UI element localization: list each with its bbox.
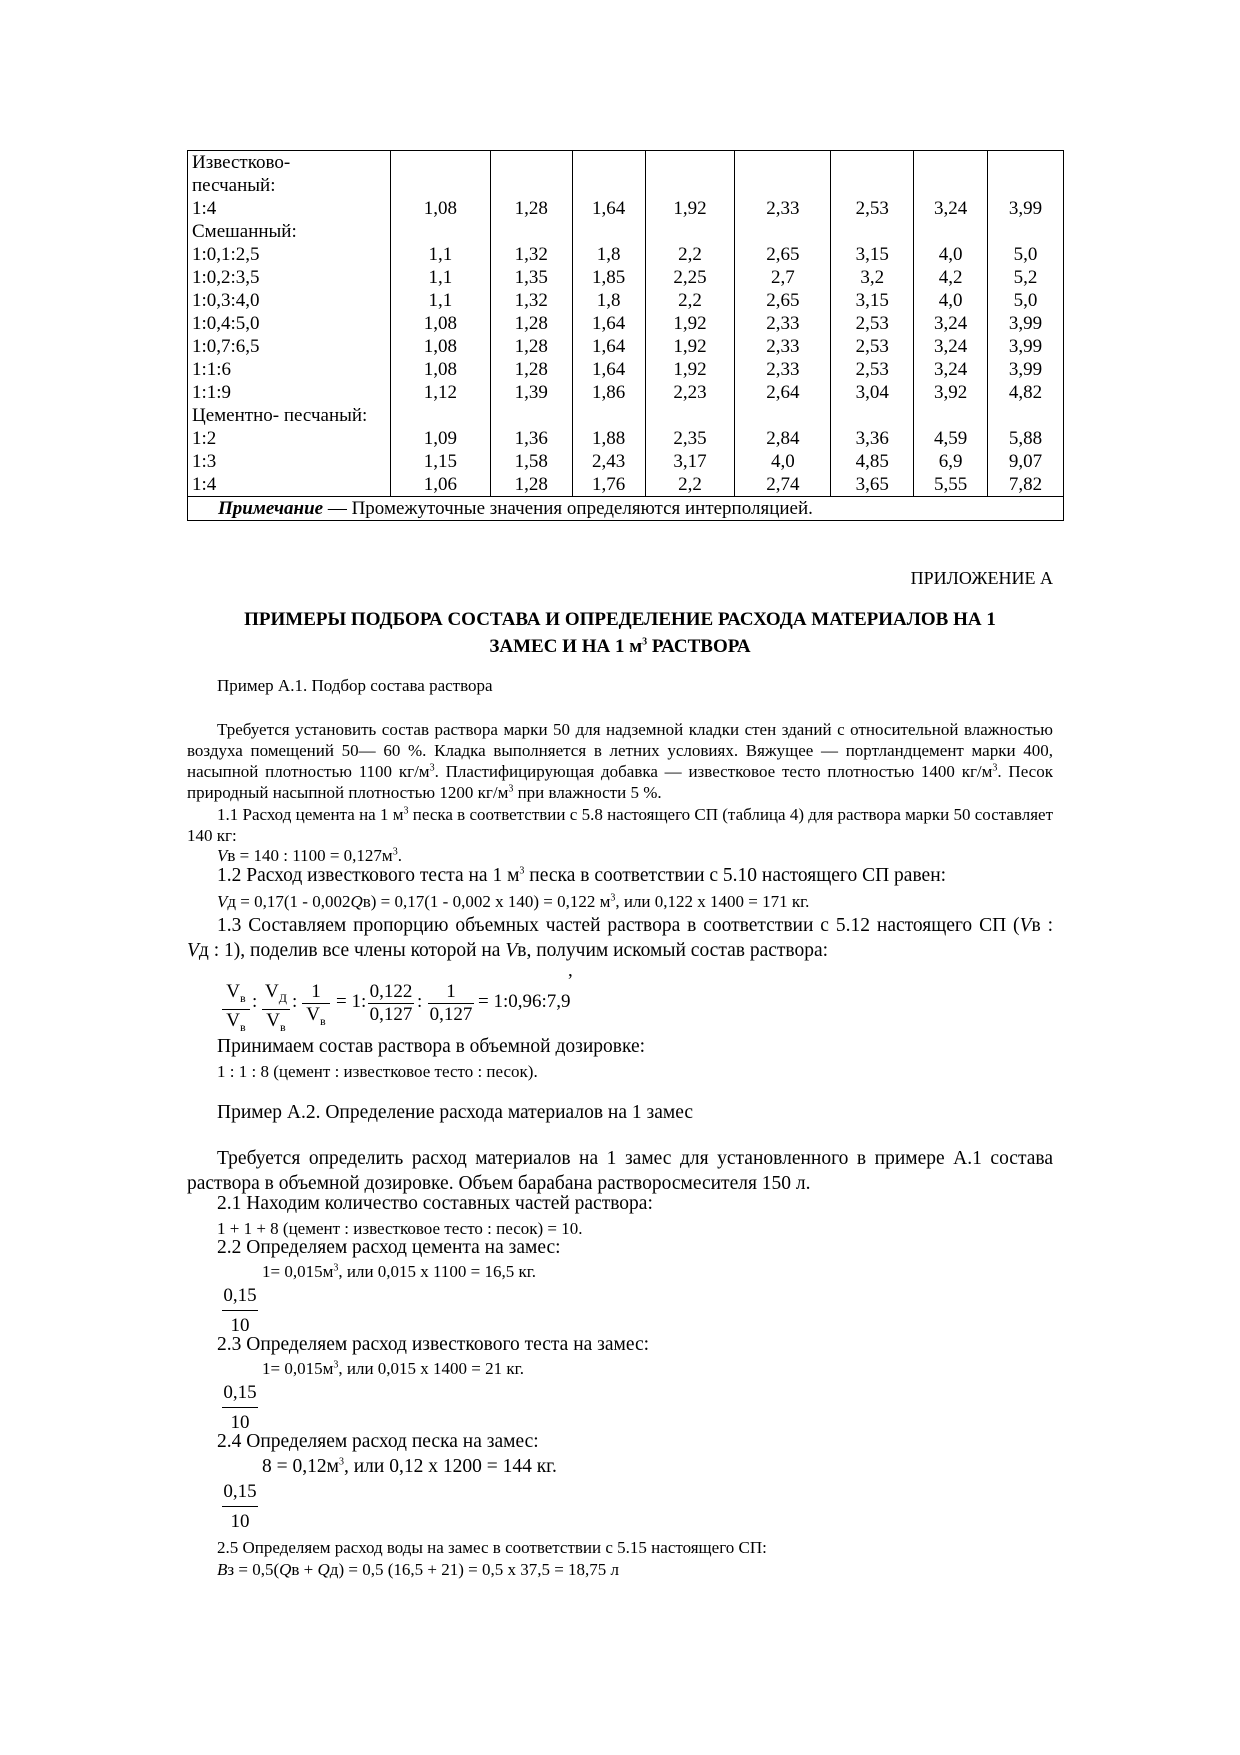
symbol-v: V xyxy=(217,892,228,911)
denominator: 0,127 xyxy=(429,1004,473,1025)
cell-value xyxy=(918,174,983,197)
cell-value: 1,64 xyxy=(591,198,626,219)
row-label: 1:0,3:4,0 xyxy=(192,290,260,311)
example-a2-heading: Пример А.2. Определение расхода материалов на 1 замес xyxy=(217,1102,694,1123)
value-cell xyxy=(831,151,914,221)
colon: : xyxy=(252,991,258,1012)
value-cell xyxy=(914,404,988,497)
cell-value: 1,32 xyxy=(514,290,548,311)
row-label: 1:1:6 xyxy=(192,359,232,380)
item-2-4: 2.4 Определяем расход песка на замес: xyxy=(217,1431,539,1452)
title-line-2-text: ЗАМЕС И НА 1 м xyxy=(489,636,643,657)
subscript: в xyxy=(240,990,246,1005)
subscript: в xyxy=(320,1013,326,1028)
cell-value: 1,39 xyxy=(514,382,548,403)
sup: 3 xyxy=(338,1456,344,1468)
symbol-v: V xyxy=(217,846,228,865)
table-row xyxy=(188,151,1064,221)
value-cell xyxy=(572,404,645,497)
numerator xyxy=(262,981,290,1009)
cell-value: 1,12 xyxy=(423,382,457,403)
consumption-table xyxy=(187,150,1064,521)
cell-value: 4,0 xyxy=(938,244,963,265)
cell-value xyxy=(495,404,568,427)
var: V xyxy=(226,981,241,1002)
value-cell xyxy=(988,220,1064,404)
subscript: в xyxy=(280,1019,286,1034)
item-2-2-formula xyxy=(262,1262,536,1282)
cell-value: 1,85 xyxy=(591,267,626,288)
table-row xyxy=(188,220,1064,404)
cell-value: 5,55 xyxy=(933,474,968,495)
table-note xyxy=(188,497,1064,521)
cell-value: 2,33 xyxy=(766,359,800,380)
cell-value: 1,88 xyxy=(591,428,626,449)
numerator: 0,15 xyxy=(223,1382,257,1403)
item-text: 1.1 Расход цемента на 1 м xyxy=(217,805,404,824)
item-text: д : 1), поделив все члены которой на xyxy=(198,940,506,961)
cell-value: 2,84 xyxy=(766,428,800,449)
value-cell xyxy=(490,220,572,404)
numerator: 1 xyxy=(446,981,456,1002)
symbol-v: V xyxy=(505,940,518,961)
example-a2-paragraph: Требуется определить расход материалов на 1 замес для установленного в примере А.1 состава раствора в объемной дозировке. Объем барабана растворосмесителя 150 л. xyxy=(187,1148,1053,1194)
row-label-cell xyxy=(188,404,391,497)
formula-text: 8 = 0,12м xyxy=(262,1456,339,1477)
value-cell xyxy=(490,404,572,497)
cell-value: 1,58 xyxy=(514,451,548,472)
value-cell xyxy=(572,220,645,404)
formula-text: 1= 0,015м xyxy=(262,1359,334,1378)
denominator: 10 xyxy=(222,1407,258,1437)
fraction-015-10 xyxy=(222,1378,258,1437)
vd-formula xyxy=(217,892,809,912)
item-1-1 xyxy=(187,804,1053,846)
row-label: 1:0,1:2,5 xyxy=(192,244,260,265)
cell-value xyxy=(992,404,1059,427)
para-text: . Пластифицирующая добавка — известковое тесто плотностью 1400 кг/м xyxy=(434,762,993,781)
cell-value xyxy=(835,404,909,427)
cell-value xyxy=(650,174,731,197)
cell-value: 2,33 xyxy=(766,313,800,334)
numerator: 0,15 xyxy=(223,1285,257,1306)
denominator xyxy=(262,1009,290,1038)
para-text: . Песок природный насыпной плотностью 1200 кг/м xyxy=(187,762,1053,802)
fraction-0122-0127 xyxy=(368,981,414,1026)
cell-value xyxy=(395,151,486,174)
numerator: 1 xyxy=(311,981,321,1002)
numerator: 0,122 xyxy=(369,981,413,1002)
cell-value: 2,53 xyxy=(855,313,889,334)
item-2-2: 2.2 Определяем расход цемента на замес: xyxy=(217,1237,561,1258)
cell-value: 1,64 xyxy=(591,313,626,334)
cell-value xyxy=(650,220,731,243)
cell-value xyxy=(739,220,826,243)
para-text: при влажности 5 %. xyxy=(513,783,662,802)
colon: : xyxy=(292,991,298,1012)
cell-value xyxy=(835,174,909,197)
value-cell xyxy=(988,151,1064,221)
symbol-q: Q xyxy=(350,892,363,911)
cell-value xyxy=(495,220,568,243)
cell-value: 1,08 xyxy=(423,198,457,219)
var: V xyxy=(226,1009,241,1031)
item-1-3 xyxy=(187,913,1053,963)
cell-value: 1,08 xyxy=(423,313,457,334)
cell-value: 1,86 xyxy=(591,382,626,403)
formula-text: з = 0,5( xyxy=(227,1560,280,1579)
value-cell xyxy=(914,151,988,221)
cell-value: 3,24 xyxy=(933,359,968,380)
subscript: Д xyxy=(278,990,287,1005)
cell-value: 2,64 xyxy=(766,382,800,403)
formula-text: в = 140 : 1100 = 0,127м xyxy=(227,846,393,865)
item-2-5: 2.5 Определяем расход воды на замес в соответствии с 5.15 настоящего СП: xyxy=(217,1538,767,1557)
value-cell xyxy=(645,404,735,497)
cell-value: 3,92 xyxy=(933,382,968,403)
cell-value: 1,1 xyxy=(428,244,453,265)
cell-value: 2,43 xyxy=(591,451,626,472)
cell-value: 2,7 xyxy=(770,267,795,288)
cell-value: 1,8 xyxy=(596,290,621,311)
denominator xyxy=(222,1009,250,1038)
var: V xyxy=(266,1009,281,1031)
cell-value: 1,08 xyxy=(423,336,457,357)
cell-value: 3,15 xyxy=(855,290,889,311)
denominator: 0,127 xyxy=(369,1004,413,1025)
cell-value: 2,25 xyxy=(673,267,707,288)
appendix-label: ПРИЛОЖЕНИЕ А xyxy=(910,568,1053,588)
cell-value: 1,08 xyxy=(423,359,457,380)
value-cell xyxy=(735,151,831,221)
value-cell xyxy=(645,220,735,404)
row-label: 1:0,7:6,5 xyxy=(192,336,260,357)
sup: 3 xyxy=(333,1262,339,1274)
cell-value: 5,0 xyxy=(1013,290,1038,311)
sup: 3 xyxy=(403,805,409,817)
item-text: песка в соответствии с 5.10 настоящего СП равен: xyxy=(524,865,947,886)
cell-value: 1,15 xyxy=(423,451,457,472)
cell-value xyxy=(992,174,1059,197)
cell-value xyxy=(739,174,826,197)
cell-value: 3,36 xyxy=(855,428,889,449)
fraction-vb-vb xyxy=(222,981,250,1038)
cell-value: 2,74 xyxy=(766,474,800,495)
cell-value xyxy=(992,220,1059,243)
cell-value: 2,2 xyxy=(678,474,702,495)
value-cell xyxy=(645,151,735,221)
item-text: в : xyxy=(1031,915,1054,936)
cell-value xyxy=(395,220,486,243)
cell-value: 2,33 xyxy=(766,198,800,219)
cell-value: 2,53 xyxy=(855,359,889,380)
cell-value: 2,65 xyxy=(766,290,800,311)
cell-value: 2,53 xyxy=(855,336,889,357)
cell-value: 1,92 xyxy=(673,336,707,357)
appendix-title xyxy=(187,606,1053,660)
value-cell xyxy=(831,404,914,497)
value-cell xyxy=(390,404,490,497)
cell-value: 3,17 xyxy=(673,451,707,472)
value-cell xyxy=(735,220,831,404)
accept-text: Принимаем состав раствора в объемной дозировке: xyxy=(217,1036,646,1057)
row-label: Цементно- песчаный: xyxy=(192,405,368,426)
cell-value: 5,88 xyxy=(1008,428,1043,449)
cell-value: 1,1 xyxy=(428,290,453,311)
cell-value: 3,99 xyxy=(1008,313,1043,334)
row-label: 1:4 xyxy=(192,198,217,219)
example-a1-heading: Пример А.1. Подбор состава раствора xyxy=(217,676,493,695)
para-text: Требуется установить состав раствора марки 50 для надземной кладки стен зданий с относительной влажностью воздуха помещений 50— 60 %. Кладка выполняется в летних условиях. Вяжущее — портландцемент марки 400, насыпной плотностью 1100 кг/м xyxy=(187,720,1053,781)
row-label: 1:3 xyxy=(192,451,217,472)
formula-text: д = 0,17(1 - 0,002 xyxy=(227,892,351,911)
item-text: в, получим искомый состав раствора: xyxy=(517,940,829,961)
stray-comma: , xyxy=(568,960,573,981)
row-label: 1:0,2:3,5 xyxy=(192,267,260,288)
cell-value: 1,8 xyxy=(596,244,621,265)
cell-value: 1,28 xyxy=(514,336,548,357)
cell-value: 2,33 xyxy=(766,336,800,357)
row-label: 1:4 xyxy=(192,474,217,495)
proportion-result: = 1:0,96:7,9 xyxy=(478,991,571,1012)
title-sup: 3 xyxy=(642,636,648,648)
title-line-1: ПРИМЕРЫ ПОДБОРА СОСТАВА И ОПРЕДЕЛЕНИЕ РАСХОДА МАТЕРИАЛОВ НА 1 xyxy=(244,609,996,630)
cell-value: 1,92 xyxy=(673,359,707,380)
cell-value: 2,2 xyxy=(678,290,702,311)
sup: 3 xyxy=(992,762,998,774)
formula-text: , или 0,12 х 1200 = 144 кг. xyxy=(343,1456,557,1477)
cell-value: 1,28 xyxy=(514,474,548,495)
item-1-2 xyxy=(217,865,946,887)
sup: 3 xyxy=(429,762,435,774)
cell-value: 1,06 xyxy=(423,474,457,495)
cell-value xyxy=(395,174,486,197)
sup: 3 xyxy=(610,892,616,904)
cell-value: 3,04 xyxy=(855,382,889,403)
cell-value: 2,23 xyxy=(673,382,707,403)
symbol-q: Q xyxy=(317,1560,330,1579)
cell-value xyxy=(739,151,826,174)
row-label-cell xyxy=(188,220,391,404)
cell-value: 3,24 xyxy=(933,313,968,334)
value-cell xyxy=(390,151,490,221)
cell-value: 1,92 xyxy=(673,198,707,219)
cell-value: 4,0 xyxy=(770,451,795,472)
cell-value: 1,32 xyxy=(514,244,548,265)
value-cell xyxy=(735,404,831,497)
cell-value xyxy=(495,151,568,174)
formula-text: . xyxy=(397,846,402,865)
denominator: 10 xyxy=(222,1310,258,1340)
cell-value xyxy=(577,404,641,427)
formula-text: , или 0,015 х 1400 = 21 кг. xyxy=(338,1359,524,1378)
cell-value: 4,2 xyxy=(938,267,963,288)
item-2-3: 2.3 Определяем расход известкового теста на замес: xyxy=(217,1334,650,1355)
cell-value: 3,99 xyxy=(1008,336,1043,357)
cell-value: 1,76 xyxy=(591,474,626,495)
cell-value xyxy=(650,404,731,427)
cell-value: 2,2 xyxy=(678,244,702,265)
sup: 3 xyxy=(508,783,514,795)
cell-value: 1,09 xyxy=(423,428,457,449)
cell-value: 3,15 xyxy=(855,244,889,265)
sup: 3 xyxy=(519,865,525,877)
cell-value: 5,2 xyxy=(1013,267,1038,288)
cell-value xyxy=(835,220,909,243)
cell-value: 3,99 xyxy=(1008,198,1043,219)
title-line-2-tail: РАСТВОРА xyxy=(647,636,751,657)
cell-value xyxy=(918,151,983,174)
cell-value: 2,53 xyxy=(855,198,889,219)
fraction-vd-vb xyxy=(262,981,290,1038)
cell-value: 3,2 xyxy=(860,267,885,288)
formula-text: 1= 0,015м xyxy=(262,1262,334,1281)
value-cell xyxy=(490,151,572,221)
cell-value: 1,64 xyxy=(591,359,626,380)
sup: 3 xyxy=(392,846,398,858)
fraction-015-10 xyxy=(222,1281,258,1340)
cell-value: 9,07 xyxy=(1008,451,1043,472)
cell-value: 3,24 xyxy=(933,336,968,357)
formula-text: в) = 0,17(1 - 0,002 х 140) = 0,122 м xyxy=(362,892,611,911)
note-text: — Промежуточные значения определяются интерполяцией. xyxy=(323,498,813,519)
item-text: 1.3 Составляем пропорцию объемных частей раствора в соответствии с 5.12 настоящего СП ( xyxy=(217,915,1020,936)
cell-value: 3,99 xyxy=(1008,359,1043,380)
value-cell xyxy=(831,220,914,404)
fraction-015-10 xyxy=(222,1477,258,1536)
cell-value: 1,64 xyxy=(591,336,626,357)
cell-value: 6,9 xyxy=(938,451,963,472)
var: V xyxy=(265,981,279,1002)
colon: : xyxy=(417,991,423,1012)
equals-one: = 1: xyxy=(336,991,367,1012)
cell-value: 2,65 xyxy=(766,244,800,265)
symbol-q: Q xyxy=(279,1560,292,1579)
cell-value xyxy=(739,404,826,427)
value-cell xyxy=(390,220,490,404)
row-label: 1:1:9 xyxy=(192,382,232,403)
denominator: 10 xyxy=(222,1506,258,1536)
formula-text: , или 0,015 х 1100 = 16,5 кг. xyxy=(338,1262,537,1281)
cell-value xyxy=(395,404,486,427)
water-formula xyxy=(217,1560,619,1580)
cell-value: 3,24 xyxy=(933,198,968,219)
numerator: 0,15 xyxy=(223,1481,257,1502)
vb-formula xyxy=(217,846,402,866)
title-line-2 xyxy=(187,633,1053,660)
cell-value xyxy=(577,151,641,174)
note-label: Примечание xyxy=(218,498,324,519)
cell-value: 1,28 xyxy=(514,359,548,380)
formula-text: в + xyxy=(291,1560,318,1579)
cell-value: 4,85 xyxy=(855,451,889,472)
cell-value: 1,92 xyxy=(673,313,707,334)
var: V xyxy=(306,1004,321,1025)
cell-value: 4,59 xyxy=(933,428,968,449)
cell-value: 7,82 xyxy=(1008,474,1043,495)
table-row xyxy=(188,404,1064,497)
row-label: Смешанный: xyxy=(192,221,297,242)
cell-value: 4,82 xyxy=(1008,382,1043,403)
cell-value: 1,28 xyxy=(514,198,548,219)
value-cell xyxy=(914,220,988,404)
cell-value xyxy=(577,174,641,197)
cell-value: 1,35 xyxy=(514,267,548,288)
denominator xyxy=(302,1003,330,1032)
row-label: песчаный: xyxy=(192,175,276,196)
row-label: Известково- xyxy=(192,152,291,173)
value-cell xyxy=(988,404,1064,497)
item-2-4-formula xyxy=(262,1456,557,1478)
cell-value: 2,35 xyxy=(673,428,707,449)
item-text: песка в соответствии с 5.8 настоящего СП (таблица 4) для раствора марки 50 составляет 140 кг: xyxy=(187,805,1054,845)
cell-value xyxy=(577,220,641,243)
item-text: 1.2 Расход известкового теста на 1 м xyxy=(217,865,520,886)
row-label: 1:0,4:5,0 xyxy=(192,313,260,334)
subscript: в xyxy=(240,1019,246,1034)
cell-value: 4,0 xyxy=(938,290,963,311)
cell-value: 1,28 xyxy=(514,313,548,334)
cell-value xyxy=(918,220,983,243)
symbol-v: V xyxy=(187,940,199,961)
accept-ratio: 1 : 1 : 8 (цемент : известковое тесто : песок). xyxy=(217,1062,538,1081)
numerator xyxy=(222,981,250,1009)
value-cell xyxy=(572,151,645,221)
cell-value: 5,0 xyxy=(1013,244,1038,265)
sup: 3 xyxy=(333,1359,339,1371)
symbol-b: В xyxy=(217,1560,228,1579)
symbol-v: V xyxy=(1019,915,1032,936)
cell-value xyxy=(992,151,1059,174)
fraction-1-vb xyxy=(302,981,330,1032)
cell-value xyxy=(495,174,568,197)
row-label: 1:2 xyxy=(192,428,217,449)
example-a1-paragraph xyxy=(187,719,1053,803)
cell-value xyxy=(835,151,909,174)
formula-text: д) = 0,5 (16,5 + 21) = 0,5 х 37,5 = 18,75 л xyxy=(329,1560,620,1579)
formula-text: , или 0,122 х 1400 = 171 кг. xyxy=(615,892,810,911)
cell-value: 1,1 xyxy=(428,267,453,288)
fraction-1-0127 xyxy=(428,981,474,1026)
cell-value: 1,36 xyxy=(514,428,548,449)
cell-value xyxy=(650,151,731,174)
row-label-cell xyxy=(188,151,391,221)
item-2-1: 2.1 Находим количество составных частей раствора: xyxy=(217,1193,653,1214)
item-2-1-formula: 1 + 1 + 8 (цемент : известковое тесто : песок) = 10. xyxy=(217,1219,583,1238)
item-2-3-formula xyxy=(262,1359,524,1379)
cell-value: 3,65 xyxy=(855,474,889,495)
cell-value xyxy=(918,404,983,427)
